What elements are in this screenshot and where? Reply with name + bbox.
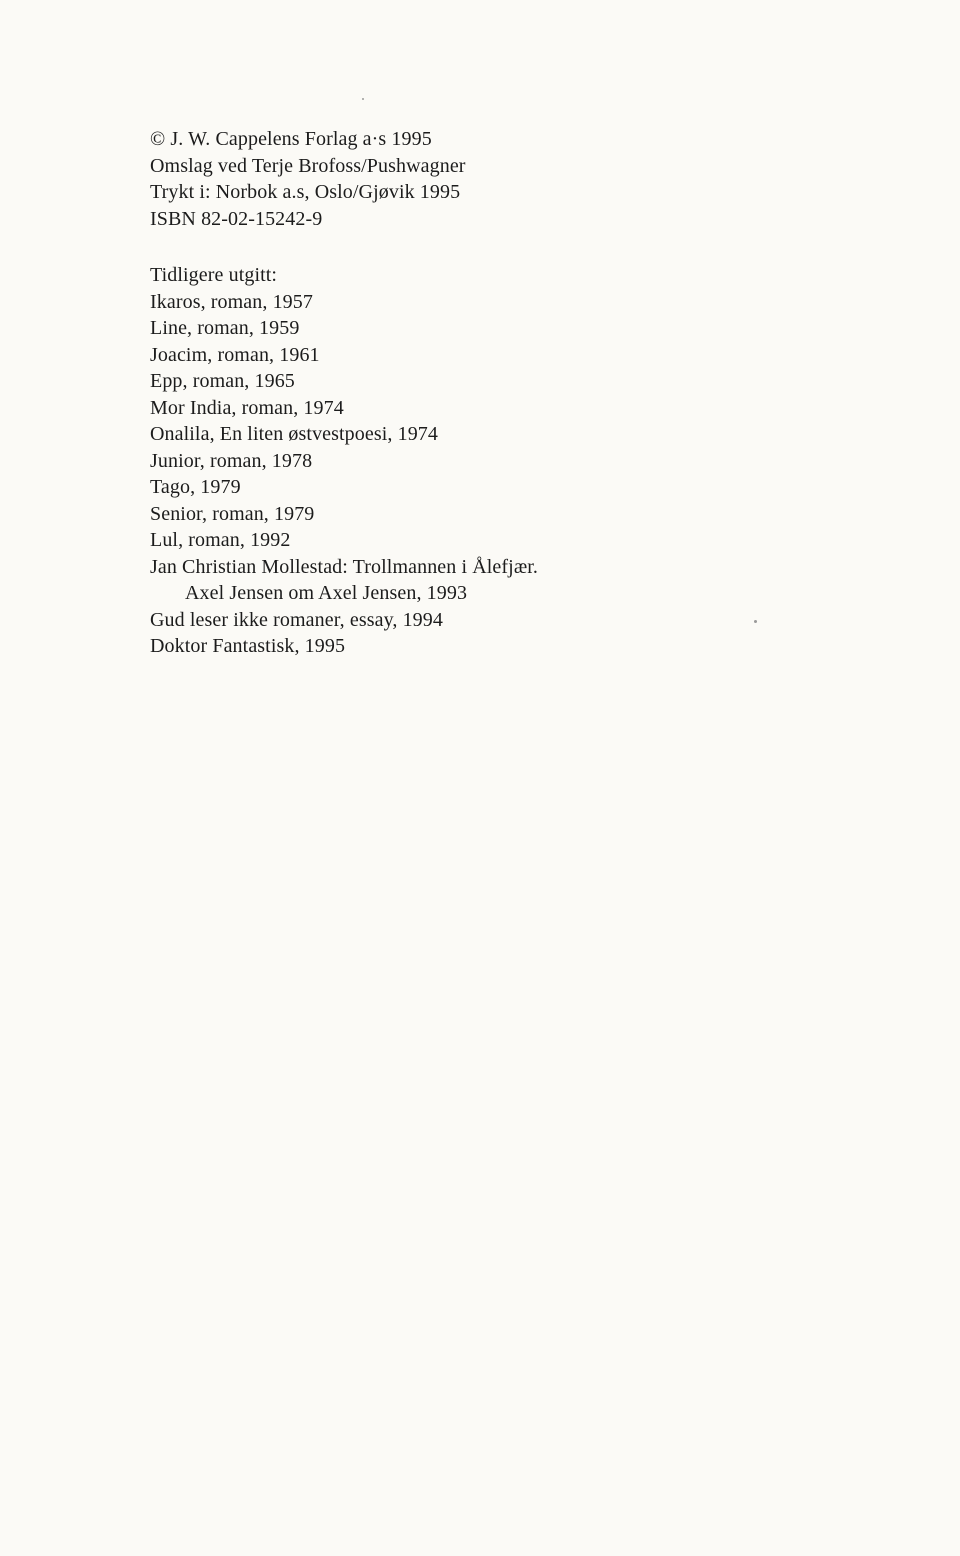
printer-line: Trykt i: Norbok a.s, Oslo/Gjøvik 1995 xyxy=(150,181,461,203)
bibliography-entry: Joacim, roman, 1961 xyxy=(150,343,320,366)
bibliography-entry: Epp, roman, 1965 xyxy=(150,370,295,392)
colophon xyxy=(150,126,538,660)
bibliography-entry: Gud leser ikke romaner, essay, 1994 xyxy=(150,608,443,631)
bibliography-entry-continuation: Axel Jensen om Axel Jensen, 1993 xyxy=(185,582,468,604)
bibliography-entry: Tago, 1979 xyxy=(150,476,241,498)
section-spacer xyxy=(150,232,538,262)
cover-credit-line: Omslag ved Terje Brofoss/Pushwagner xyxy=(150,154,466,177)
previously-published-heading: Tidligere utgitt: xyxy=(150,264,278,286)
bibliography-entry: Junior, roman, 1978 xyxy=(150,449,313,472)
bibliography-entry: Ikaros, roman, 1957 xyxy=(150,290,313,313)
bibliography-entry: Line, roman, 1959 xyxy=(150,317,300,339)
paper-speck xyxy=(754,620,757,623)
bibliography-entry: Jan Christian Mollestad: Trollmannen i Ålefjær. xyxy=(150,555,539,578)
bibliography-entry: Lul, roman, 1992 xyxy=(150,529,291,551)
paper-speck xyxy=(362,98,364,100)
bibliography-entry: Onalila, En liten østvestpoesi, 1974 xyxy=(150,423,439,445)
bibliography-entry: Senior, roman, 1979 xyxy=(150,502,315,525)
bibliography-entry: Mor India, roman, 1974 xyxy=(150,396,344,419)
bibliography-entry: Doktor Fantastisk, 1995 xyxy=(150,635,346,657)
copyright-line: © J. W. Cappelens Forlag a·s 1995 xyxy=(150,128,432,150)
isbn-line: ISBN 82-02-15242-9 xyxy=(150,207,323,230)
